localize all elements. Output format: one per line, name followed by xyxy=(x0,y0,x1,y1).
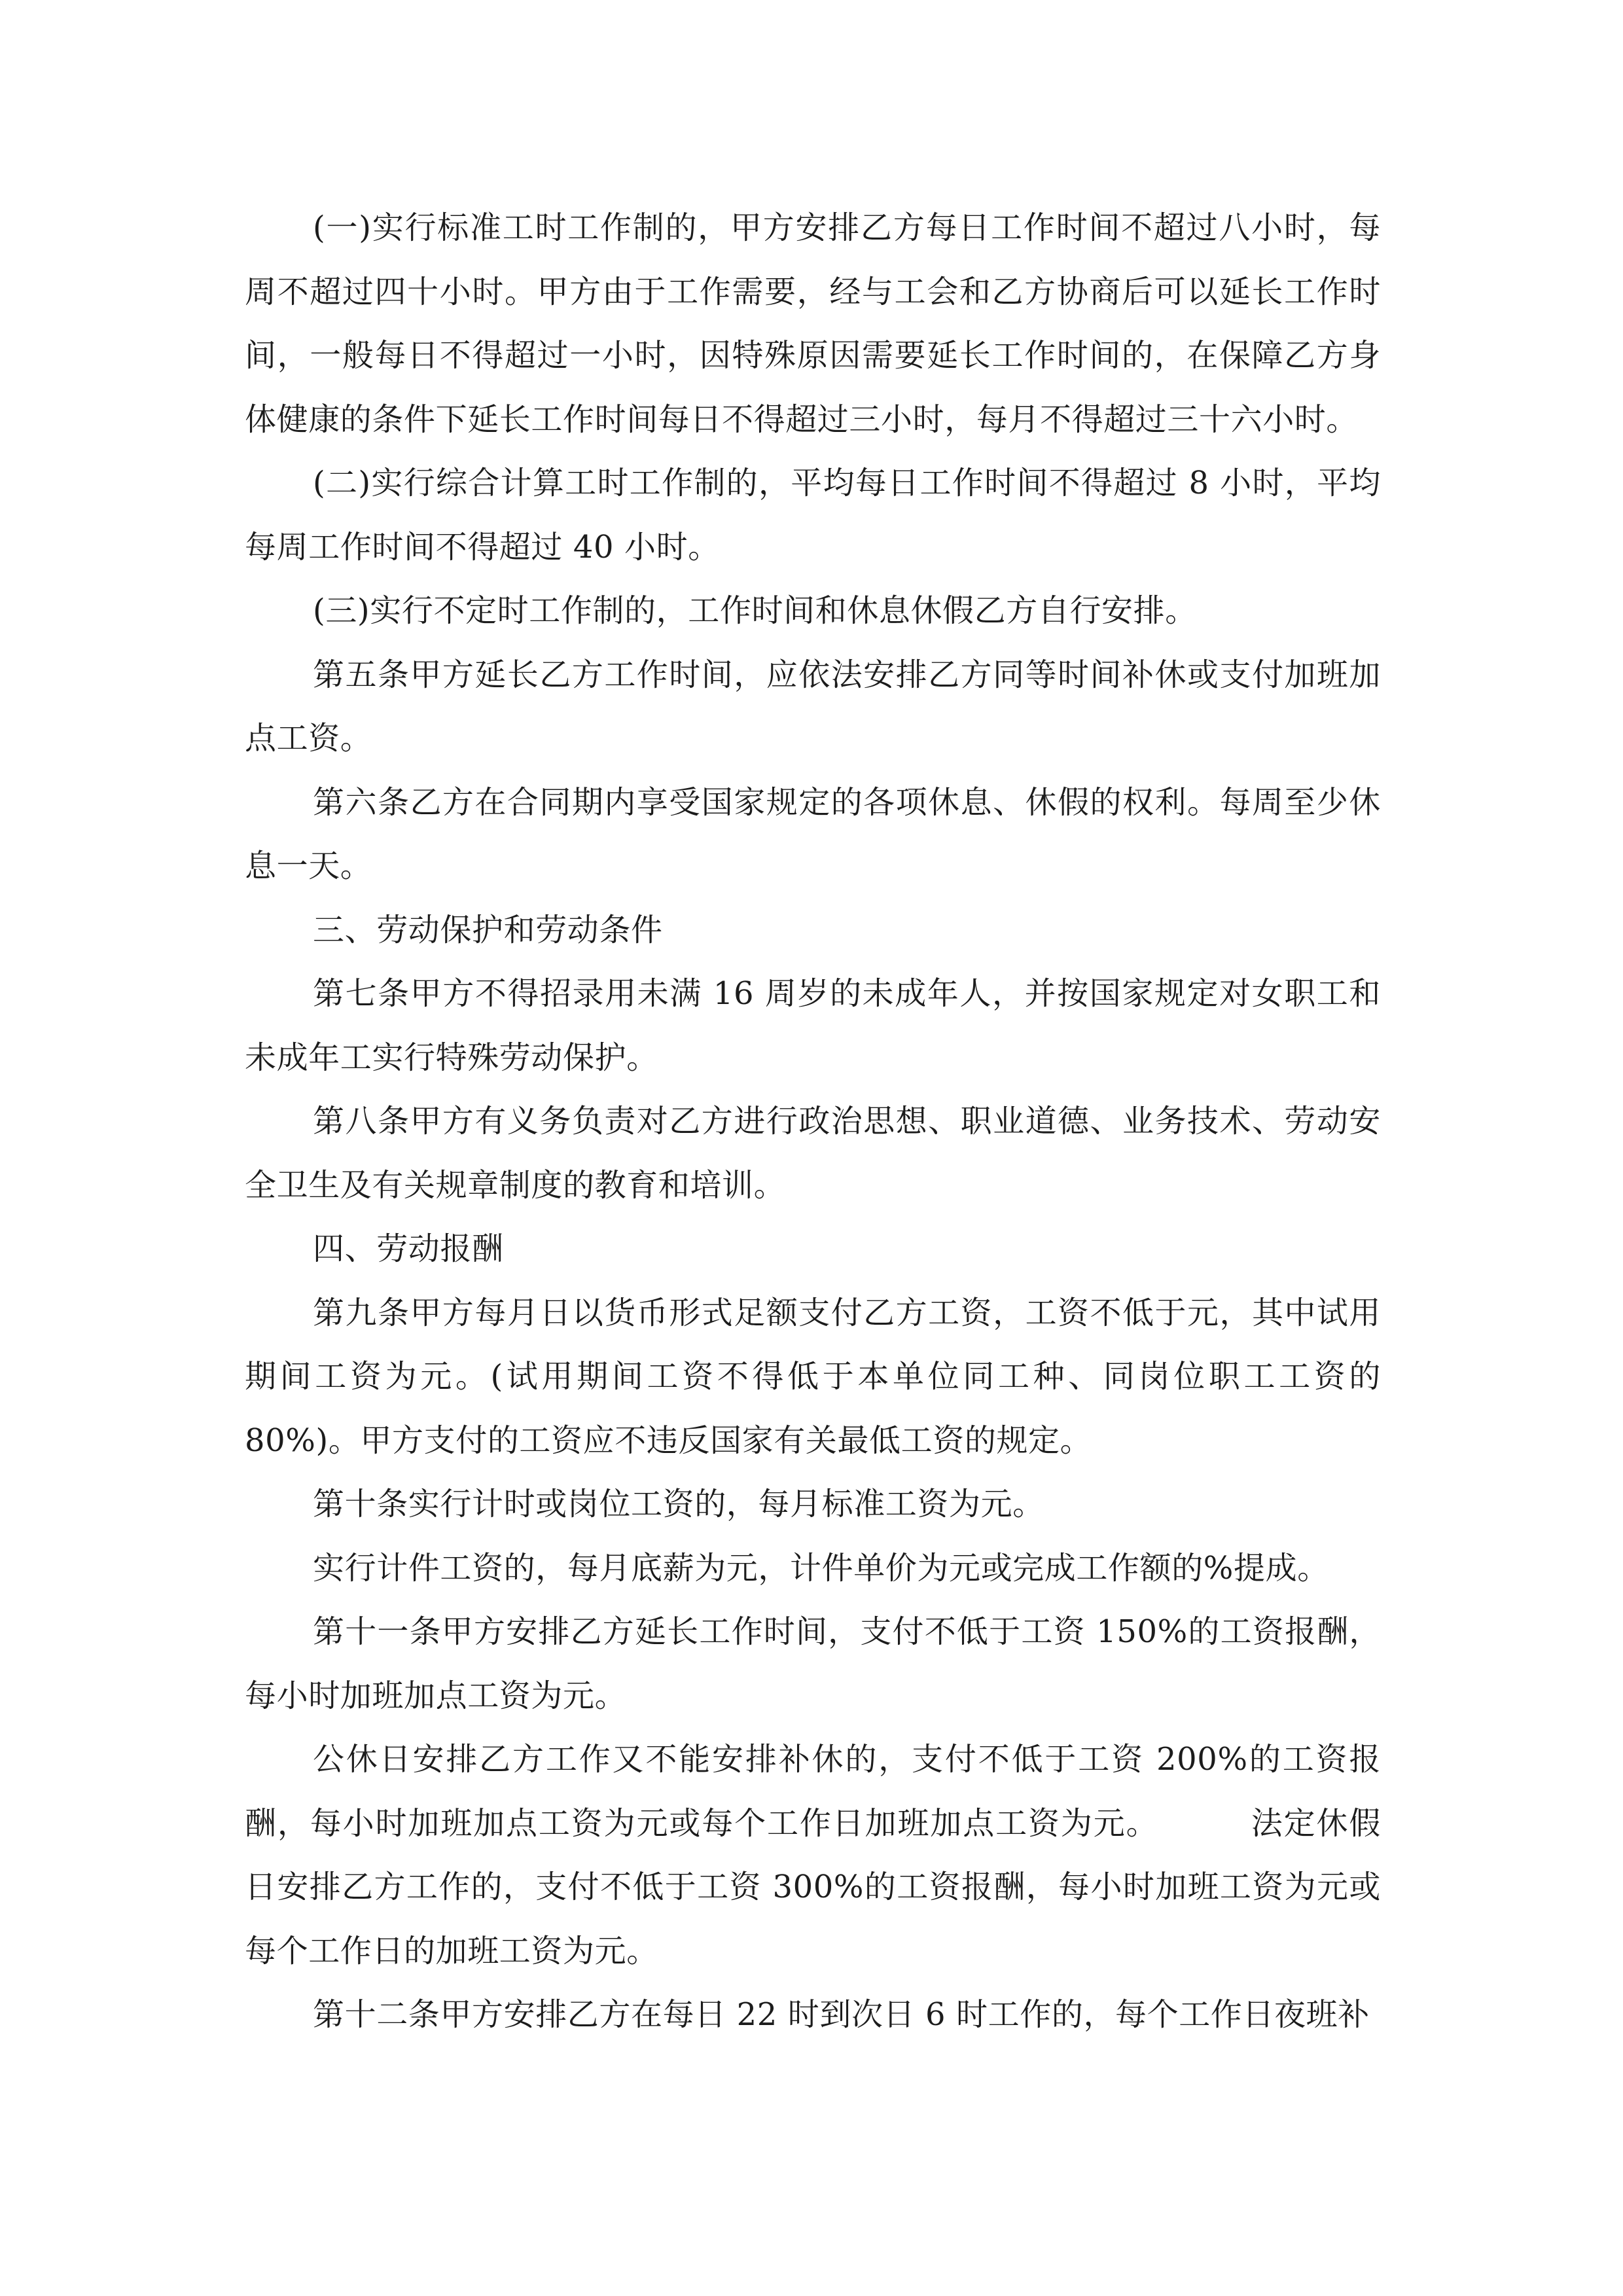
paragraph-article-5: 第五条甲方延长乙方工作时间，应依法安排乙方同等时间补休或支付加班加点工资。 xyxy=(245,656,1381,757)
paragraph-article-10: 第十条实行计时或岗位工资的，每月标准工资为元。 xyxy=(313,1486,1044,1522)
holiday-pay-text: 法定休假日安排乙方工作的，支付不低于工资 300%的工资报酬，每小时加班工资为元或每个工作日的加班工资为元。 xyxy=(245,1804,1381,1969)
rest-day-pay-text: 公休日安排乙方工作又不能安排补休的，支付不低于工资 200%的工资报酬，每小时加班加点工资为元或每个工作日加班加点工资为元。 xyxy=(245,1741,1381,1842)
paragraph-standard-hours: (一)实行标准工时工作制的，甲方安排乙方每日工作时间不超过八小时，每周不超过四十小时。甲方由于工作需要，经与工会和乙方协商后可以延长工作时间，一般每日不得超过一小时，因特殊原因需要延长工作时间的，在保障乙方身体健康的条件下延长工作时间每日不得超过三小时，每月不得超过三十六小时。 xyxy=(245,209,1381,438)
paragraph-article-11: 第十一条甲方安排乙方延长工作时间，支付不低于工资 150%的工资报酬，每小时加班加点工资为元。 xyxy=(245,1613,1381,1714)
paragraph-article-12: 第十二条甲方安排乙方在每日 22 时到次日 6 时工作的，每个工作日夜班补 xyxy=(313,1996,1370,2033)
paragraph-article-9: 第九条甲方每月日以货币形式足额支付乙方工资，工资不低于元，其中试用期间工资为元。(试用期间工资不得低于本单位同工种、同岗位职工工资的 80%)。甲方支付的工资应不违反国家有关最低工资的规定。 xyxy=(245,1294,1381,1459)
paragraph-article-6: 第六条乙方在合同期内享受国家规定的各项休息、休假的权利。每周至少休息一天。 xyxy=(245,783,1381,884)
document-body xyxy=(245,196,1381,2047)
paragraph-piece-rate: 实行计件工资的，每月底薪为元，计件单价为元或完成工作额的%提成。 xyxy=(313,1549,1329,1587)
section-heading-remuneration: 四、劳动报酬 xyxy=(313,1230,504,1267)
paragraph-article-8: 第八条甲方有义务负责对乙方进行政治思想、职业道德、业务技术、劳动安全卫生及有关规章制度的教育和培训。 xyxy=(245,1103,1381,1204)
paragraph-comprehensive-hours: (二)实行综合计算工时工作制的，平均每日工作时间不得超过 8 小时，平均每周工作时间不得超过 40 小时。 xyxy=(245,465,1381,565)
section-heading-labor-protection: 三、劳动保护和劳动条件 xyxy=(313,911,663,948)
paragraph-article-7: 第七条甲方不得招录用未满 16 周岁的未成年人，并按国家规定对女职工和未成年工实行特殊劳动保护。 xyxy=(245,975,1381,1076)
paragraph-flexible-hours: (三)实行不定时工作制的，工作时间和休息休假乙方自行安排。 xyxy=(313,592,1197,629)
paragraph-rest-day-pay xyxy=(245,1728,1381,1983)
